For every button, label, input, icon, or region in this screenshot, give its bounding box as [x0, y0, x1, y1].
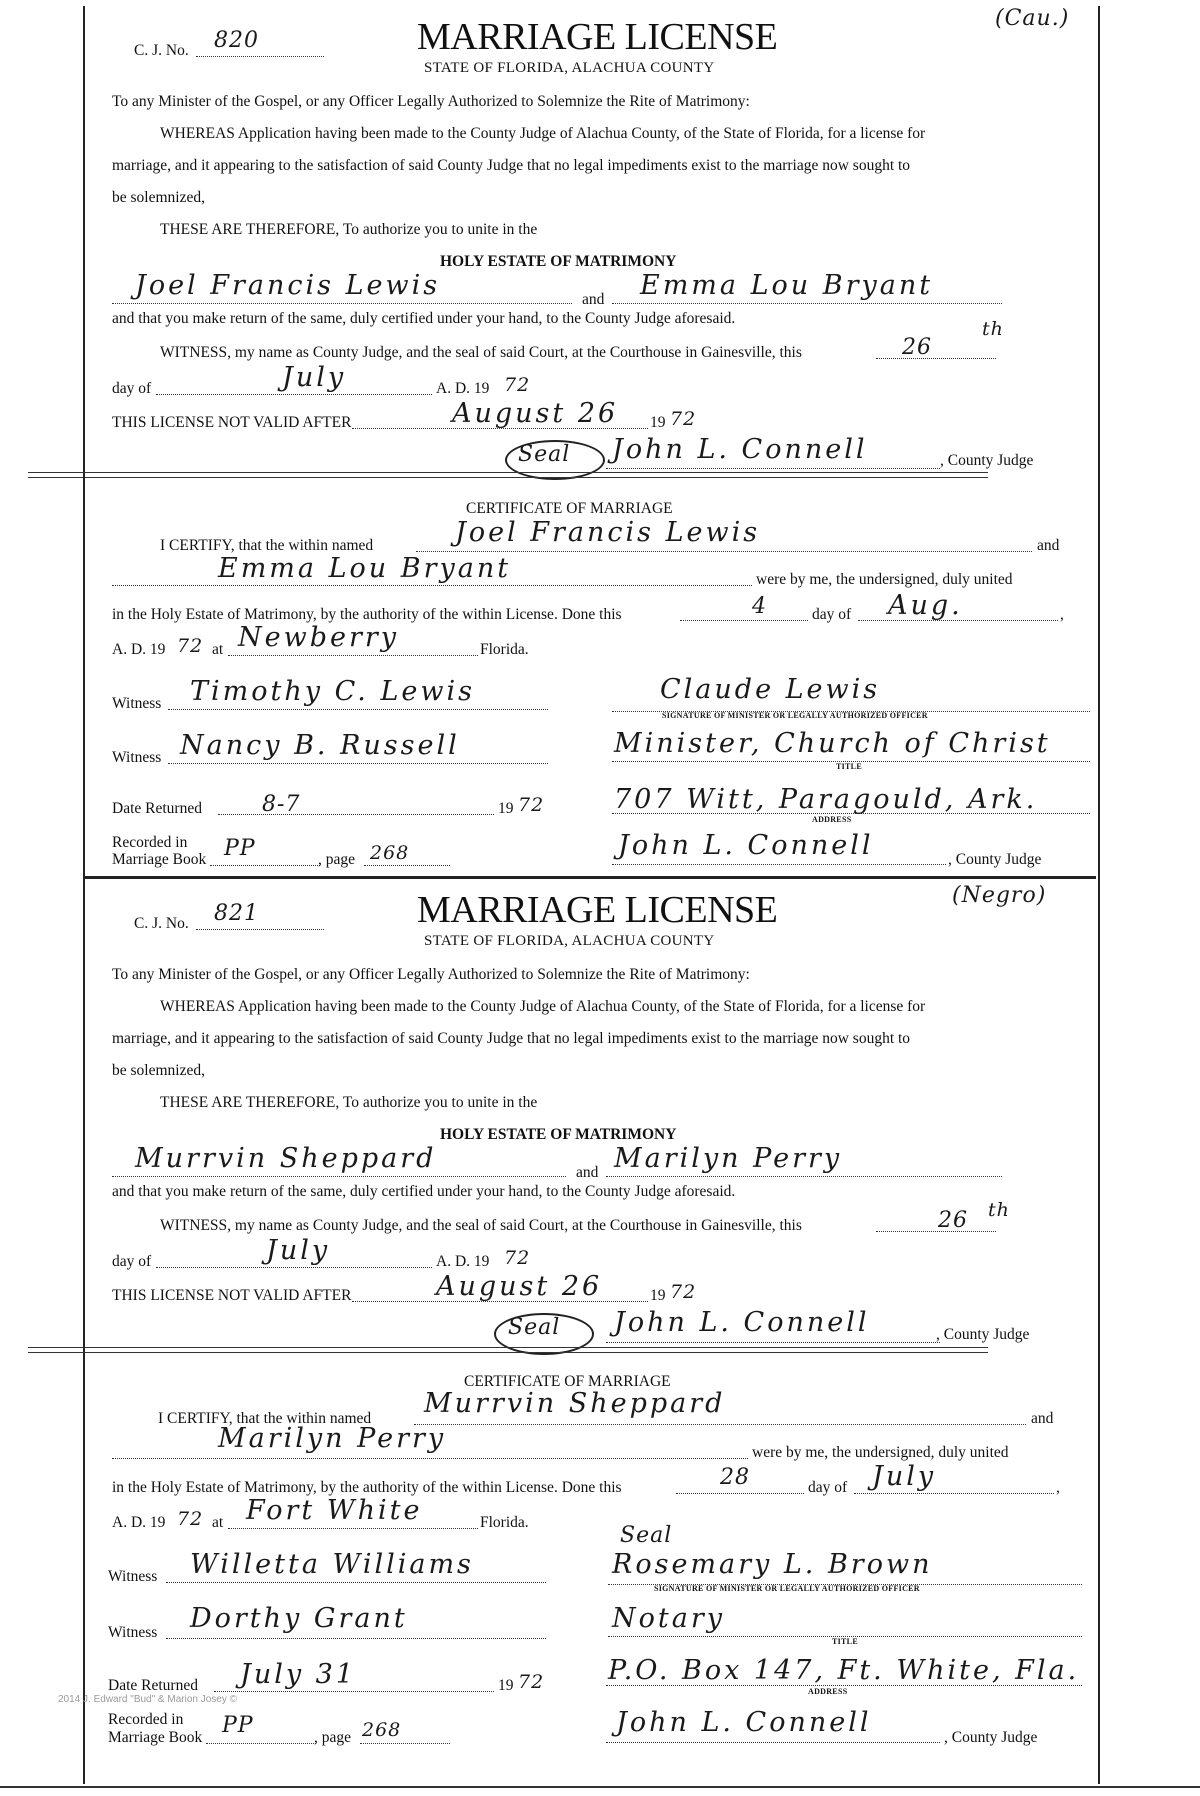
- page-bottom-rule: [0, 1786, 1200, 1788]
- section-separator: [28, 1347, 988, 1353]
- date-returned: 8-7: [262, 792, 301, 817]
- date-returned: July 31: [240, 1659, 357, 1690]
- therefore-line: THESE ARE THEREFORE, To authorize you to unite in the: [160, 221, 538, 238]
- book-code: PP: [222, 1713, 254, 1738]
- page-line: [364, 865, 450, 866]
- place-line: [228, 1528, 478, 1529]
- officer-signature: Rosemary L. Brown: [612, 1549, 933, 1580]
- judge-line: [606, 468, 940, 469]
- date-returned-line: [218, 814, 494, 815]
- book-code: PP: [224, 836, 256, 861]
- witness-1-line: [166, 1582, 546, 1583]
- done-comma: ,: [1060, 606, 1064, 623]
- place: Fort White: [246, 1495, 423, 1526]
- not-valid-year: 72: [670, 1281, 697, 1303]
- groom-name: Murrvin Sheppard: [135, 1143, 437, 1174]
- ad-label: A. D. 19: [436, 1253, 490, 1270]
- day-of-label: day of: [112, 1253, 152, 1270]
- race-note: (Negro): [952, 883, 1047, 908]
- not-valid-date: August 26: [436, 1271, 603, 1302]
- cj-label: C. J. No.: [134, 915, 189, 932]
- book-line: [206, 1743, 316, 1744]
- witness-line: WITNESS, my name as County Judge, and the seal of said Court, at the Courthouse in Gainesville, this: [160, 1217, 802, 1234]
- section-separator: [28, 472, 988, 478]
- witness-2-line: [166, 1638, 546, 1639]
- license-subtitle: STATE OF FLORIDA, ALACHUA COUNTY: [424, 933, 715, 949]
- day-of-word: day of: [808, 1479, 848, 1496]
- judge-signature: John L. Connell: [614, 1307, 870, 1338]
- officer-title: Minister, Church of Christ: [614, 728, 1051, 759]
- whereas-line-3: be solemnized,: [112, 1062, 205, 1079]
- salutation: To any Minister of the Gospel, or any Officer Legally Authorized to Solemnize the Rite of Matrimony:: [112, 93, 750, 110]
- done-day: 28: [720, 1465, 750, 1490]
- whereas-line-3: be solemnized,: [112, 189, 205, 206]
- day-of-label: day of: [112, 380, 152, 397]
- done-month: Aug.: [888, 590, 963, 621]
- cert-groom-line: [416, 551, 1032, 552]
- race-note: (Cau.): [995, 6, 1070, 31]
- page-number: 268: [370, 842, 410, 864]
- witness-1-label: Witness: [108, 1568, 158, 1585]
- done-month: July: [872, 1461, 937, 1492]
- bride-line: [612, 303, 1002, 304]
- done-day: 4: [752, 594, 767, 619]
- officer-title: Notary: [612, 1603, 725, 1634]
- bride-name: Marilyn Perry: [614, 1143, 843, 1174]
- whereas-line-2: marriage, and it appearing to the satisfaction of said County Judge that no legal impediments exist to the marriage now sought to: [112, 1030, 911, 1047]
- recorded-label-1: Recorded in: [108, 1711, 184, 1728]
- return-line: and that you make return of the same, duly certified under your hand, to the County Judge aforesaid.: [112, 310, 736, 327]
- groom-name: Joel Francis Lewis: [135, 270, 441, 301]
- recorder-line: [612, 864, 946, 865]
- whereas-line-2: marriage, and it appearing to the satisfaction of said County Judge that no legal impediments exist to the marriage now sought to: [112, 157, 911, 174]
- whereas-line-1: WHEREAS Application having been made to the County Judge of Alachua County, of the State of Florida, for a license for: [160, 998, 926, 1015]
- cert-groom: Joel Francis Lewis: [455, 517, 761, 548]
- page-line: [360, 1743, 450, 1744]
- recorder-caption: , County Judge: [944, 1729, 1038, 1746]
- officer-caption: SIGNATURE OF MINISTER OR LEGALLY AUTHORIZED OFFICER: [654, 1584, 920, 1593]
- recorder-caption: , County Judge: [948, 851, 1042, 868]
- bride-name: Emma Lou Bryant: [640, 270, 934, 301]
- united-text: were by me, the undersigned, duly united: [756, 571, 1013, 588]
- license-title: MARRIAGE LICENSE: [417, 16, 778, 58]
- cj-label: C. J. No.: [134, 42, 189, 59]
- copyright-notice: 2014 J. Edward "Bud" & Marion Josey ©: [58, 1694, 237, 1705]
- witness-1-signature: Timothy C. Lewis: [190, 676, 475, 707]
- cert-bride-line: [112, 585, 752, 586]
- officer-address: 707 Witt, Paragould, Ark.: [614, 784, 1038, 815]
- done-comma: ,: [1056, 1479, 1060, 1496]
- officer-signature: Claude Lewis: [660, 674, 881, 705]
- groom-line: [112, 303, 572, 304]
- bride-line: [606, 1176, 1002, 1177]
- book-line: [210, 865, 320, 866]
- at-word: at: [212, 641, 224, 658]
- returned-year-prefix: 19: [498, 1677, 514, 1694]
- recorder-signature: John L. Connell: [618, 830, 874, 861]
- witness-day-suffix: th: [982, 318, 1004, 340]
- month-line: [156, 394, 432, 395]
- witness-2-label: Witness: [112, 749, 162, 766]
- place: Newberry: [238, 622, 400, 653]
- license-month: July: [266, 1235, 331, 1266]
- recorder-signature: John L. Connell: [616, 1707, 872, 1738]
- license-divider: [83, 876, 1096, 879]
- title-caption: TITLE: [836, 762, 862, 771]
- cert-bride-line: [112, 1458, 748, 1459]
- certificate-title: CERTIFICATE OF MARRIAGE: [464, 1373, 671, 1390]
- seal-text: Seal: [518, 442, 571, 467]
- page-label: , page: [318, 851, 356, 868]
- done-day-line: [680, 620, 808, 621]
- address-caption: ADDRESS: [808, 1687, 848, 1696]
- recorded-label-2: Marriage Book: [108, 1729, 203, 1746]
- holy-estate-heading: HOLY ESTATE OF MATRIMONY: [440, 253, 677, 270]
- cj-line: [196, 929, 324, 930]
- page-label: , page: [314, 1729, 352, 1746]
- recorder-line: [606, 1742, 940, 1743]
- not-valid-label: THIS LICENSE NOT VALID AFTER: [112, 414, 352, 431]
- returned-year-prefix: 19: [498, 800, 514, 817]
- witness-day: 26: [902, 335, 932, 360]
- holy-done-text: in the Holy Estate of Matrimony, by the authority of the within License. Done this: [112, 1479, 622, 1496]
- recorded-label-1: Recorded in: [112, 834, 188, 851]
- not-valid-year-prefix: 19: [650, 414, 666, 431]
- returned-year: 72: [518, 1671, 545, 1693]
- witness-day-line: [876, 1231, 996, 1232]
- not-valid-year: 72: [670, 408, 697, 430]
- seal-text: Seal: [508, 1315, 561, 1340]
- not-valid-year-prefix: 19: [650, 1287, 666, 1304]
- cj-line: [196, 56, 324, 57]
- witness-2-line: [168, 763, 548, 764]
- done-month-line: [854, 1493, 1054, 1494]
- florida-label: Florida.: [480, 641, 529, 658]
- witness-2-signature: Dorthy Grant: [190, 1603, 408, 1634]
- officer-caption: SIGNATURE OF MINISTER OR LEGALLY AUTHORIZED OFFICER: [662, 711, 928, 720]
- holy-estate-heading: HOLY ESTATE OF MATRIMONY: [440, 1126, 677, 1143]
- judge-line: [606, 1342, 940, 1343]
- returned-year: 72: [518, 794, 545, 816]
- county-judge-label: , County Judge: [936, 1326, 1030, 1343]
- done-day-line: [676, 1493, 804, 1494]
- cert-bride: Marilyn Perry: [218, 1423, 447, 1454]
- cert-and: and: [1037, 537, 1060, 554]
- cj-number: 820: [214, 28, 259, 53]
- license-year: 72: [504, 374, 531, 396]
- witness-2-label: Witness: [108, 1624, 158, 1641]
- not-valid-label: THIS LICENSE NOT VALID AFTER: [112, 1287, 352, 1304]
- place-line: [228, 655, 478, 656]
- witness-line: WITNESS, my name as County Judge, and the seal of said Court, at the Courthouse in Gainesville, this: [160, 344, 802, 361]
- return-line: and that you make return of the same, duly certified under your hand, to the County Judge aforesaid.: [112, 1183, 736, 1200]
- and-word: and: [582, 291, 605, 308]
- witness-1-label: Witness: [112, 695, 162, 712]
- united-text: were by me, the undersigned, duly united: [752, 1444, 1009, 1461]
- certificate-title: CERTIFICATE OF MARRIAGE: [466, 500, 673, 517]
- ad-at-label: A. D. 19: [112, 641, 166, 658]
- witness-1-signature: Willetta Williams: [190, 1549, 474, 1580]
- date-returned-label: Date Returned: [108, 1677, 198, 1694]
- witness-2-signature: Nancy B. Russell: [180, 730, 460, 761]
- not-valid-date: August 26: [452, 398, 619, 429]
- address-caption: ADDRESS: [812, 815, 852, 824]
- whereas-line-1: WHEREAS Application having been made to the County Judge of Alachua County, of the State of Florida, for a license for: [160, 125, 926, 142]
- witness-day: 26: [938, 1208, 968, 1233]
- ad-label: A. D. 19: [436, 380, 490, 397]
- cert-and: and: [1031, 1410, 1054, 1427]
- officer-address: P.O. Box 147, Ft. White, Fla.: [608, 1655, 1080, 1686]
- witness-day-suffix: th: [988, 1199, 1010, 1221]
- cert-groom-line: [414, 1424, 1026, 1425]
- cert-groom: Murrvin Sheppard: [424, 1388, 726, 1419]
- page-number: 268: [362, 1719, 402, 1741]
- day-of-word: day of: [812, 606, 852, 623]
- month-line: [156, 1267, 432, 1268]
- done-year: 72: [177, 1508, 204, 1530]
- certify-text: I CERTIFY, that the within named: [160, 537, 374, 554]
- and-word: and: [576, 1164, 599, 1181]
- date-returned-line: [214, 1691, 494, 1692]
- holy-done-text: in the Holy Estate of Matrimony, by the authority of the within License. Done this: [112, 606, 622, 623]
- county-judge-label: , County Judge: [940, 452, 1034, 469]
- title-caption: TITLE: [832, 1637, 858, 1646]
- florida-label: Florida.: [480, 1514, 529, 1531]
- recorded-label-2: Marriage Book: [112, 851, 207, 868]
- license-year: 72: [504, 1247, 531, 1269]
- license-month: July: [282, 362, 347, 393]
- done-year: 72: [177, 635, 204, 657]
- cert-bride: Emma Lou Bryant: [218, 553, 512, 584]
- license-title: MARRIAGE LICENSE: [417, 889, 778, 931]
- therefore-line: THESE ARE THEREFORE, To authorize you to unite in the: [160, 1094, 538, 1111]
- ad-at-label: A. D. 19: [112, 1514, 166, 1531]
- date-returned-label: Date Returned: [112, 800, 202, 817]
- officer-seal: Seal: [620, 1523, 673, 1548]
- judge-signature: John L. Connell: [612, 434, 868, 465]
- certify-text: I CERTIFY, that the within named: [158, 1410, 372, 1427]
- license-subtitle: STATE OF FLORIDA, ALACHUA COUNTY: [424, 60, 715, 76]
- witness-1-line: [168, 709, 548, 710]
- cj-number: 821: [214, 901, 259, 926]
- at-word: at: [212, 1514, 224, 1531]
- groom-line: [112, 1176, 566, 1177]
- witness-day-line: [876, 358, 996, 359]
- salutation: To any Minister of the Gospel, or any Officer Legally Authorized to Solemnize the Rite of Matrimony:: [112, 966, 750, 983]
